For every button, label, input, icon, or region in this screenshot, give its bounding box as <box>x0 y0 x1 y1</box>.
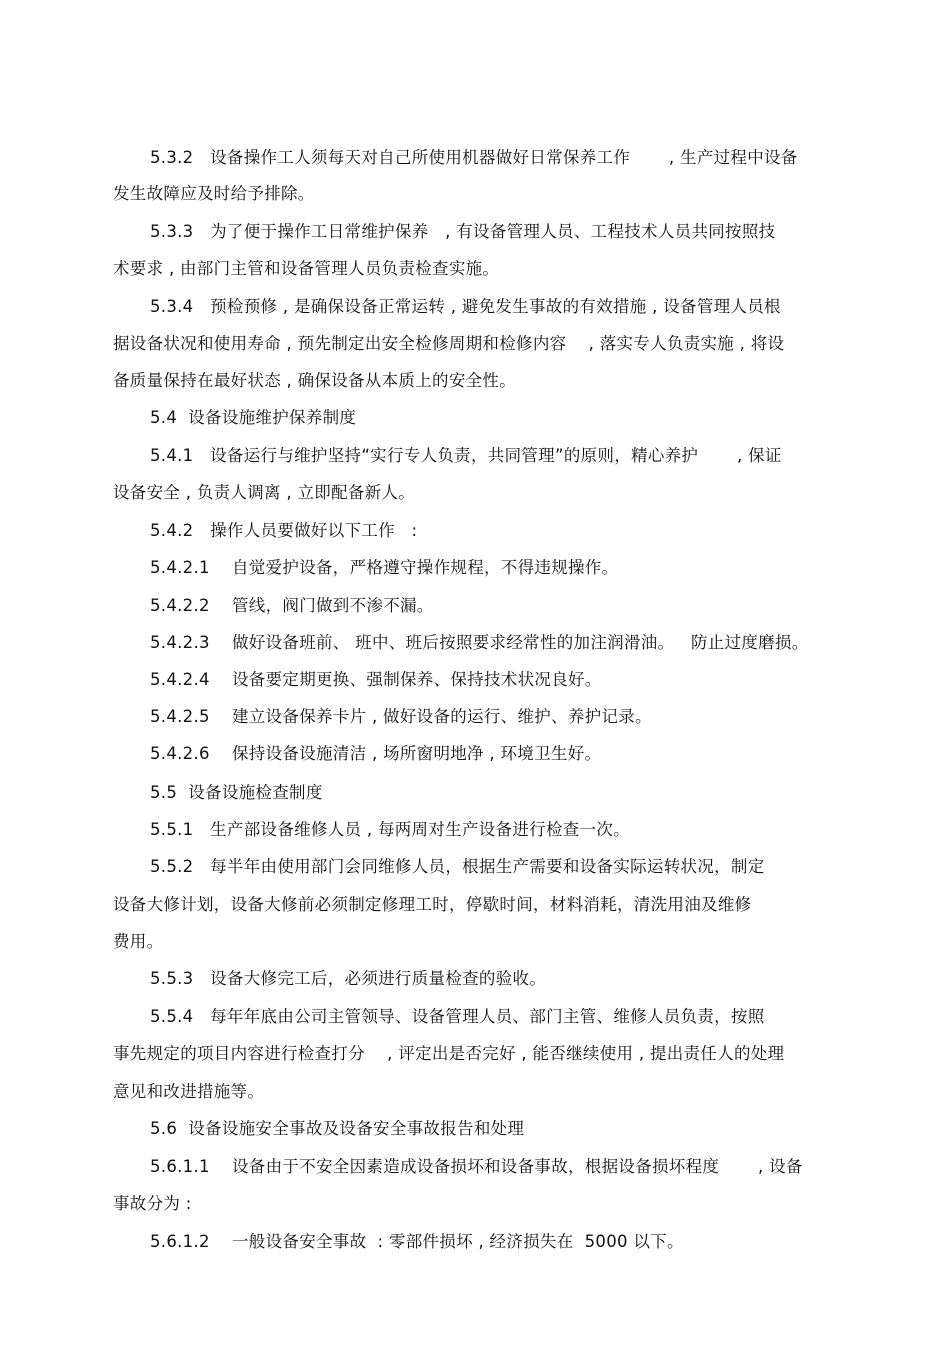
paragraph-5-5-4-line-2: 事先规定的项目内容进行检查打分 , 评定出是否完好 , 能否继续使用 , 提出责任人的处理 <box>113 1044 785 1063</box>
paragraph-5-4-2: 5.4.2 操作人员要做好以下工作 : <box>150 521 418 540</box>
item-5-6-1-1-line-1: 5.6.1.1 设备由于不安全因素造成设备损坏和设备事故，根据设备损坏程度 , 设备 <box>150 1157 803 1176</box>
item-5-4-2-1: 5.4.2.1 自觉爱护设备，严格遵守操作规程，不得违规操作。 <box>150 558 619 577</box>
section-heading-5-4: 5.4 设备设施维护保养制度 <box>150 408 357 427</box>
item-5-4-2-3: 5.4.2.3 做好设备班前、 班中、班后按照要求经常性的加注润滑油。 防止过度磨损。 <box>150 633 809 652</box>
paragraph-5-5-1: 5.5.1 生产部设备维修人员 , 每两周对生产设备进行检查一次。 <box>150 820 630 839</box>
paragraph-5-4-1-line-2: 设备安全 , 负责人调离 , 立即配备新人。 <box>113 483 416 502</box>
section-heading-5-5: 5.5 设备设施检查制度 <box>150 783 323 802</box>
paragraph-5-3-4-line-1: 5.3.4 预检预修 , 是确保设备正常运转 , 避免发生事故的有效措施 , 设备管理人员根 <box>150 297 781 316</box>
item-5-6-1-1-line-2: 事故分为 : <box>113 1194 192 1213</box>
item-5-4-2-5: 5.4.2.5 建立设备保养卡片 , 做好设备的运行、维护、养护记录。 <box>150 707 652 726</box>
paragraph-5-3-2-line-1: 5.3.2 设备操作工人须每天对自己所使用机器做好日常保养工作 , 生产过程中设备 <box>150 148 798 167</box>
paragraph-5-5-3: 5.5.3 设备大修完工后，必须进行质量检查的验收。 <box>150 969 547 988</box>
item-5-4-2-2: 5.4.2.2 管线，阀门做到不渗不漏。 <box>150 596 434 615</box>
item-5-4-2-6: 5.4.2.6 保持设备设施清洁 , 场所窗明地净 , 环境卫生好。 <box>150 744 602 763</box>
section-heading-5-6: 5.6 设备设施安全事故及设备安全事故报告和处理 <box>150 1119 525 1138</box>
item-5-6-1-2: 5.6.1.2 一般设备安全事故 : 零部件损坏 , 经济损失在 5000 以下。 <box>150 1232 684 1251</box>
paragraph-5-5-4-line-1: 5.5.4 每年年底由公司主管领导、设备管理人员、部门主管、维修人员负责，按照 <box>150 1007 765 1026</box>
item-5-4-2-4: 5.4.2.4 设备要定期更换、强制保养、保持技术状况良好。 <box>150 670 602 689</box>
paragraph-5-3-4-line-2: 据设备状况和使用寿命 , 预先制定出安全检修周期和检修内容 , 落实专人负责实施 , 将设 <box>113 334 785 353</box>
paragraph-5-5-4-line-3: 意见和改进措施等。 <box>113 1082 265 1101</box>
paragraph-5-3-3-line-1: 5.3.3 为了便于操作工日常维护保养 , 有设备管理人员、工程技术人员共同按照技 <box>150 222 776 241</box>
paragraph-5-5-2-line-2: 设备大修计划，设备大修前必须制定修理工时，停歇时间，材料消耗，清洗用油及维修 <box>113 895 752 914</box>
paragraph-5-3-3-line-2: 术要求 , 由部门主管和设备管理人员负责检查实施。 <box>113 259 500 278</box>
paragraph-5-5-2-line-1: 5.5.2 每半年由使用部门会同维修人员，根据生产需要和设备实际运转状况，制定 <box>150 857 765 876</box>
paragraph-5-3-2-line-2: 发生故障应及时给予排除。 <box>113 184 315 203</box>
paragraph-5-4-1-line-1: 5.4.1 设备运行与维护坚持“实行专人负责，共同管理”的原则，精心养护 , 保证 <box>150 446 782 465</box>
paragraph-5-5-2-line-3: 费用。 <box>113 932 164 951</box>
paragraph-5-3-4-line-3: 备质量保持在最好状态 , 确保设备从本质上的安全性。 <box>113 371 517 390</box>
